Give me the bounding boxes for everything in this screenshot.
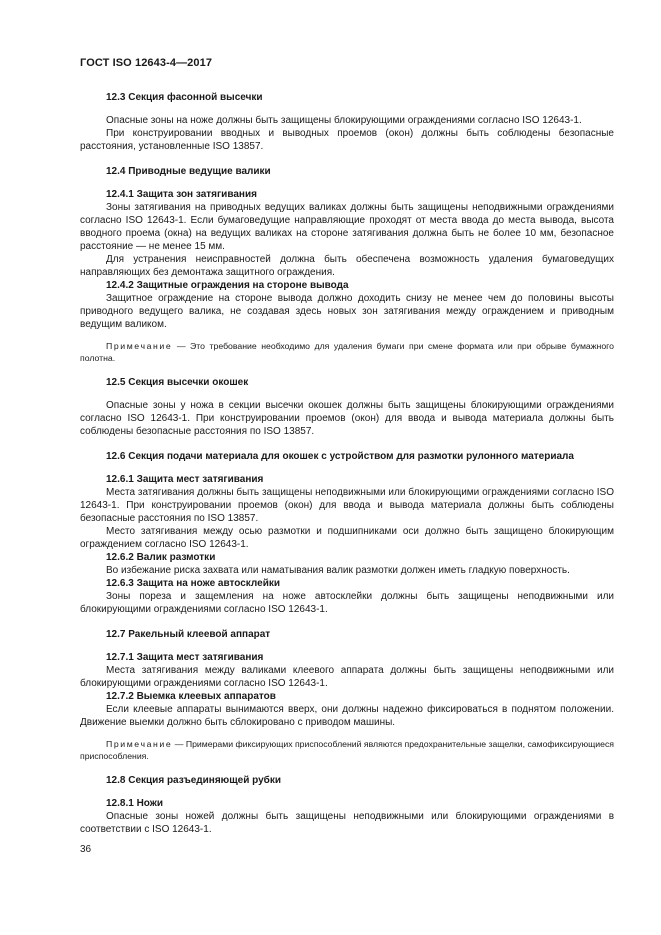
subsection-heading-12-7-2: 12.7.2 Выемка клеевых аппаратов [106,691,276,702]
subsection-heading-12-6-1: 12.6.1 Защита мест затягивания [106,474,264,485]
paragraph: Во избежание риска захвата или наматывания валик размотки должен иметь гладкую поверхность. [106,565,570,576]
subsection-heading-12-4-2: 12.4.2 Защитные ограждения на стороне вывода [106,280,349,291]
paragraph: Опасные зоны у ножа в секции высечки окошек должны быть защищены блокирующими ограждениями согласно ISO 12643-1. При конструировании проемов (окон) для ввода и вывода материала должны быть соблюдены безопасные расстояния по ISO 13857. [80,400,614,437]
paragraph: Зоны пореза и защемления на ноже автосклейки должны быть защищены неподвижными или блокирующими ограждениями согласно ISO 12643-1. [80,591,614,615]
subsection-heading-12-7-1: 12.7.1 Защита мест затягивания [106,652,264,663]
subsection-heading-12-4-1: 12.4.1 Защита зон затягивания [106,189,257,200]
section-heading-12-5: 12.5 Секция высечки окошек [106,377,249,388]
note [80,340,614,364]
paragraph: При конструировании вводных и выводных проемов (окон) должны быть соблюдены безопасные расстояния, установленные ISO 13857. [80,128,614,152]
document-header: ГОСТ ISO 12643-4—2017 [80,57,213,69]
section-heading-12-7: 12.7 Ракельный клеевой аппарат [106,629,271,640]
paragraph: Опасные зоны на ноже должны быть защищены блокирующими ограждениями согласно ISO 12643-1. [106,115,582,126]
paragraph: Место затягивания между осью размотки и подшипниками оси должно быть защищено блокирующим ограждением согласно ISO 12643-1. [80,526,614,550]
note-text: — Это требование необходимо для удаления бумаги при смене формата или при обрыве бумажного полотна. [80,341,614,363]
subsection-heading-12-6-2: 12.6.2 Валик размотки [106,552,216,563]
paragraph: Защитное ограждение на стороне вывода должно доходить снизу не менее чем до половины высоты приводного ведущего валика, не создавая здесь новых зон затягивания между ограждением и приводным ведущим валиком. [80,293,614,330]
note [80,738,614,762]
section-heading-12-6: 12.6 Секция подачи материала для окошек с устройством для размотки рулонного материала [106,451,574,462]
paragraph: Места затягивания должны быть защищены неподвижными или блокирующими ограждениями согласно ISO 12643-1. При конструировании проемов (окон) для ввода и вывода материала должны быть соблюдены безопасные расстояния по ISO 13857. [80,487,614,524]
paragraph: Если клеевые аппараты вынимаются вверх, они должны надежно фиксироваться в поднятом положении. Движение выемки должно быть сблокировано с приводом машины. [80,704,614,728]
subsection-heading-12-8-1: 12.8.1 Ножи [106,798,164,809]
note-label: Примечание [106,739,173,749]
paragraph: Зоны затягивания на приводных ведущих валиках должны быть защищены неподвижными ограждениями согласно ISO 12643-1. Если бумаговедущие направляющие проходят от места ввода до места вывода, высота вводного проема (окна) на ведущих валиках на стороне затягивания должна быть не более 10 мм, безопасное расстояние — не менее 15 мм. [80,202,614,252]
paragraph: Опасные зоны ножей должны быть защищены неподвижными или блокирующими ограждениями в соответствии с ISO 12643-1. [80,811,614,835]
document-body [80,91,614,836]
section-heading-12-4: 12.4 Приводные ведущие валики [106,166,271,177]
page-number: 36 [80,844,92,855]
paragraph: Места затягивания между валиками клеевого аппарата должны быть защищены неподвижными или блокирующими ограждениями согласно ISO 12643-1. [80,665,614,689]
section-heading-12-3: 12.3 Секция фасонной высечки [106,92,263,103]
subsection-heading-12-6-3: 12.6.3 Защита на ноже автосклейки [106,578,281,589]
paragraph: Для устранения неисправностей должна быть обеспечена возможность удаления бумаговедущих направляющих без демонтажа защитного ограждения. [80,254,614,278]
section-heading-12-8: 12.8 Секция разъединяющей рубки [106,775,282,786]
note-label: Примечание [106,341,173,351]
note-text: — Примерами фиксирующих приспособлений являются предохранительные защелки, самофиксирующиеся приспособления. [80,739,614,761]
